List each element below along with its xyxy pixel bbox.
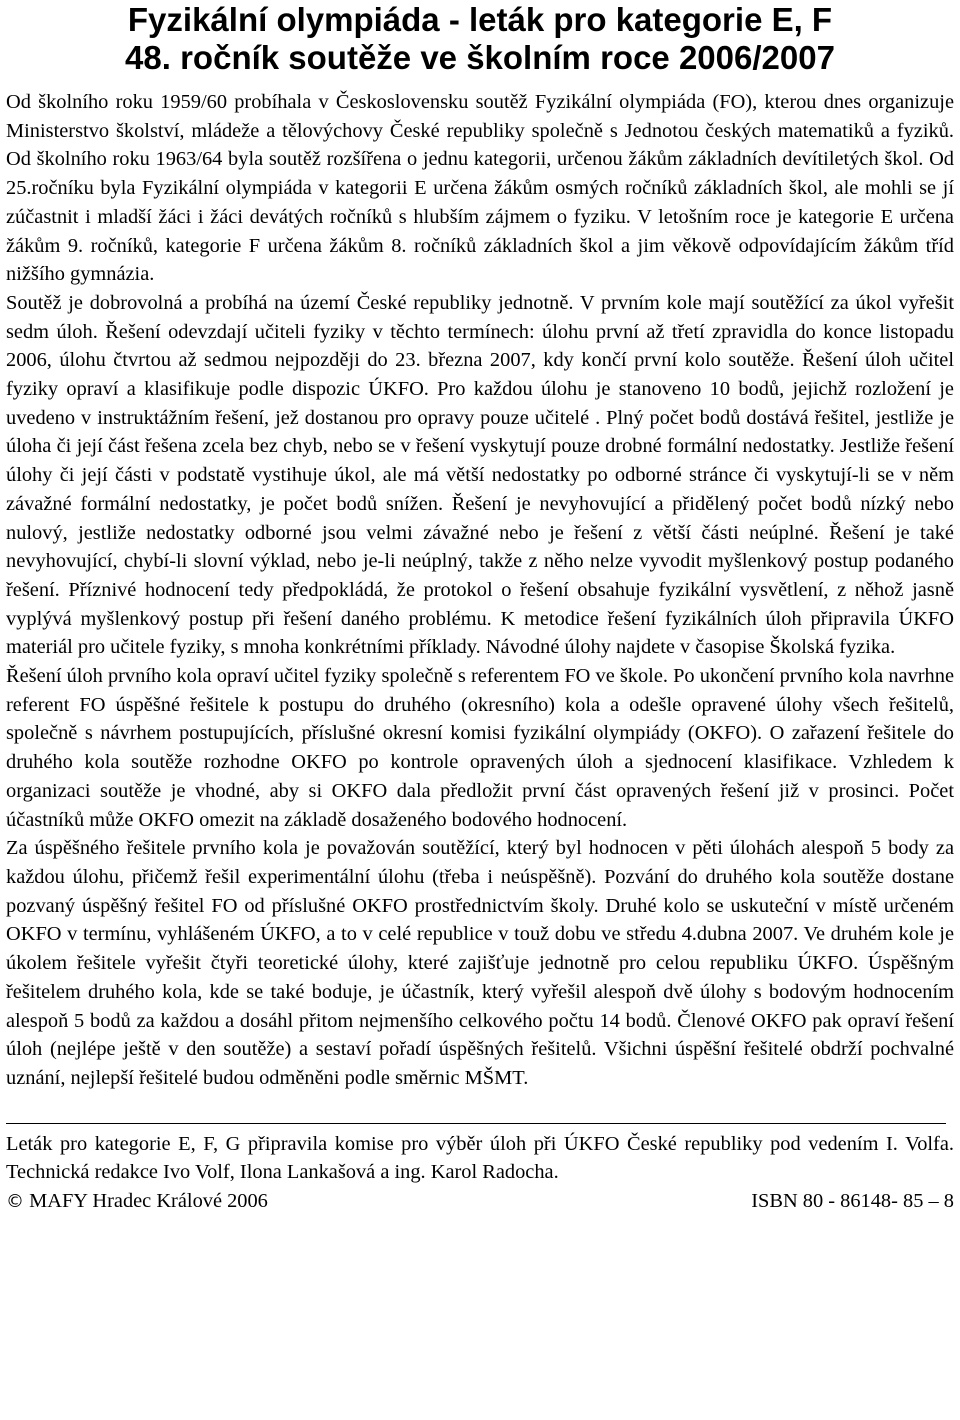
publisher: MAFY Hradec Králové 2006 bbox=[29, 1189, 268, 1212]
footer bbox=[6, 1187, 954, 1216]
copyright-icon: © bbox=[6, 1190, 24, 1212]
title-line-1: Fyzikální olympiáda - leták pro kategorie E, F bbox=[127, 1, 833, 38]
credits-text: Leták pro kategorie E, F, G připravila komise pro výběr úloh při ÚKFO České republiky pod vedením I. Volfa. Technická redakce Ivo Volf, Ilona Lankašová a ing. Karol Radocha. bbox=[6, 1132, 954, 1183]
body-text bbox=[6, 88, 954, 1093]
title-line-2: 48. ročník soutěže ve školním roce 2006/2007 bbox=[125, 39, 835, 76]
credits bbox=[6, 1130, 954, 1186]
paragraph-second-round: Za úspěšného řešitele prvního kola je považován soutěžící, který byl hodnocen v pěti úlohách alespoň 5 body za každou úlohu, přičemž řešil experimentální úlohu (třeba i neúspěšně). Pozvání do druhého kola soutěže dostane pozvaný úspěšný řešitel FO od příslušné OKFO prostřednictvím školy. Druhé kolo se uskuteční v místě určeném OKFO v termínu, vyhlášeném ÚKFO, a to v celé republice v touž dobu ve středu 4.dubna 2007. Ve druhém kole je úkolem řešitele vyřešit čtyři teoretické úlohy, které zajišťuje jednotně pro celou republiku ÚKFO. Úspěšným řešitelem druhého kola, kde se také boduje, je účastník, který vyřešil alespoň dvě úlohy s bodovým hodnocením alespoň 5 bodů za každou a dosáhl přitom nejmenšího celkového počtu 14 bodů. Členové OKFO pak opraví řešení úloh (nejlépe ještě v den soutěže) a sestaví pořadí úspěšných řešitelů. Všichni úspěšní řešitelé obdrží pochvalné uznání, nejlepší řešitelé budou odměněni podle směrnic MŠMT. bbox=[6, 837, 954, 1089]
document-page bbox=[6, 0, 954, 1216]
paragraph-first-round: Soutěž je dobrovolná a probíhá na území České republiky jednotně. V prvním kole mají soutěžící za úkol vyřešit sedm úloh. Řešení odevzdají učiteli fyziky v těchto termínech: úlohu první až třetí zpravidla do konce listopadu 2006, úlohu čtvrtou až sedmou nejpozději do 23. března 2007, kdy končí první kolo soutěže. Řešení úloh učitel fyziky opraví a klasifikuje podle dispozic ÚKFO. Pro každou úlohu je stanoveno 10 bodů, jejichž rozložení je uvedeno v instruktážním řešení, jež dostanou pro opravy pouze učitelé . Plný počet bodů dostává řešitel, jestliže je úloha či její část řešena zcela bez chyb, nebo se v řešení vyskytují pouze drobné formální nedostatky. Jestliže řešení úlohy či její části v podstatě vystihuje úkol, ale má větší nedostatky po odborné stránce či vyskytují-li se v něm závažné formální nedostatky, je počet bodů snížen. Řešení je nevyhovující a přidělený počet bodů nízký nebo nulový, jestliže nedostatky odborné jsou velmi závažné nebo je řešení z větší části neúplné. Řešení je také nevyhovující, chybí-li slovní výklad, nebo je-li neúplný, takže z něho nelze vyvodit myšlenkový postup podaného řešení. Příznivé hodnocení tedy předpokládá, že protokol o řešení obsahuje fyzikální vysvětlení, z něhož jasně vyplývá myšlenkový postup při řešení daného problému. K metodice řešení fyzikálních úloh připravila ÚKFO materiál pro učitele fyziky, s mnoha konkrétními příklady. Návodné úlohy najdete v časopise Školská fyzika. bbox=[6, 291, 954, 659]
paragraph-evaluation: Řešení úloh prvního kola opraví učitel fyziky společně s referentem FO ve škole. Po ukončení prvního kola navrhne referent FO úspěšné řešitele k postupu do druhého (okresního) kola a odešle opravené úlohy všech řešitelů, společně s návrhem postupujících, příslušné okresní komisi fyzikální olympiády (OKFO). O zařazení řešitele do druhého kola soutěže rozhodne OKFO po kontrole opravených úloh a sjednocení klasifikace. Vzhledem k organizaci soutěže je vhodné, aby si OKFO dala předložit první část opravených řešení již v prosinci. Počet účastníků může OKFO omezit na základě dosaženého bodového hodnocení. bbox=[6, 665, 954, 831]
isbn: ISBN 80 - 86148- 85 – 8 bbox=[751, 1189, 954, 1212]
document-title bbox=[6, 0, 954, 77]
paragraph-history: Od školního roku 1959/60 probíhala v Československu soutěž Fyzikální olympiáda (FO), kterou dnes organizuje Ministerstvo školství, mládeže a tělovýchovy České republiky společně s Jednotou českých matematiků a fyziků. Od školního roku 1963/64 byla soutěž rozšířena o jednu kategorii, určenou žákům základních devítiletých škol. Od 25.ročníku byla Fyzikální olympiáda v kategorii E určena žákům osmých ročníků základních škol, ale mohli se jí zúčastnit i mladší žáci i žáci devátých ročníků s hlubším zájmem o fyziku. V letošním roce je kategorie E určena žákům 9. ročníků, kategorie F určena žákům 8. ročníků základních škol a jim věkově odpovídajícím žákům tříd nižšího gymnázia. bbox=[6, 91, 954, 286]
copyright-line bbox=[6, 1187, 268, 1216]
divider-line bbox=[6, 1123, 946, 1124]
